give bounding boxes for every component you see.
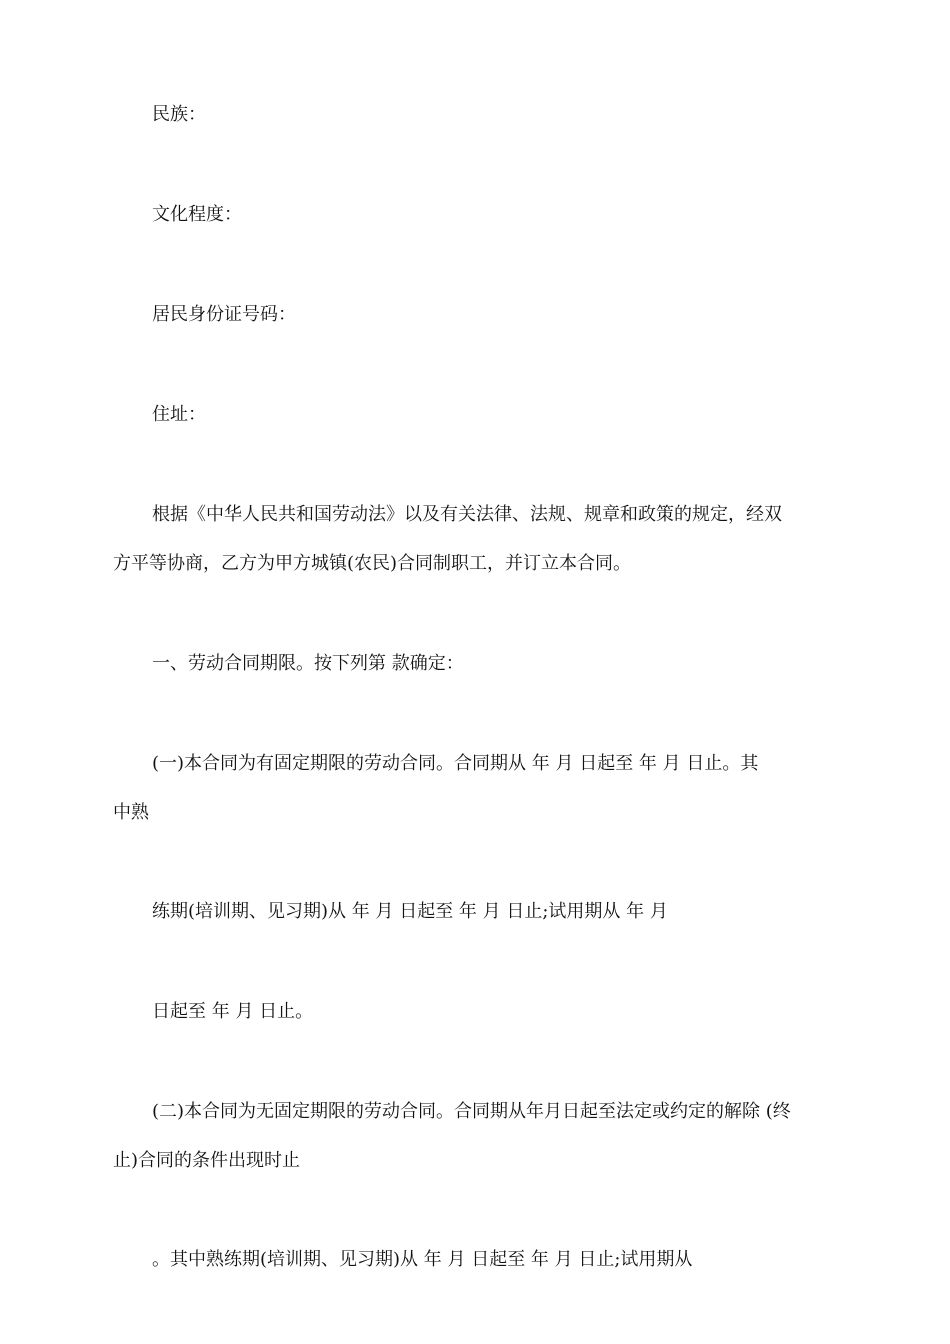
preamble-line-2: 方平等协商，乙方为甲方城镇(农民)合同制职工，并订立本合同。: [113, 553, 632, 574]
section1-heading: 一、劳动合同期限。按下列第 款确定：: [152, 653, 464, 674]
item1-line-2: 中熟: [113, 802, 149, 823]
item2-line-2: 止)合同的条件出现时止: [113, 1150, 301, 1171]
preamble-line-1: 根据《中华人民共和国劳动法》以及有关法律、法规、规章和政策的规定，经双: [152, 504, 782, 525]
item2-line-3: 。其中熟练期(培训期、见习期)从 年 月 日起至 年 月 日止;试用期从: [152, 1249, 693, 1270]
field-id-number: 居民身份证号码：: [152, 304, 296, 325]
field-education: 文化程度：: [152, 204, 242, 225]
item2-line-1: (二)本合同为无固定期限的劳动合同。合同期从年月日起至法定或约定的解除 (终: [152, 1101, 791, 1122]
item1-line-3: 练期(培训期、见习期)从 年 月 日起至 年 月 日止;试用期从 年 月: [152, 901, 668, 922]
item1-line-1: (一)本合同为有固定期限的劳动合同。合同期从 年 月 日起至 年 月 日止。其: [152, 753, 759, 774]
field-ethnicity: 民族：: [152, 104, 206, 125]
field-address: 住址：: [152, 404, 206, 425]
item1-line-4: 日起至 年 月 日止。: [152, 1001, 314, 1022]
